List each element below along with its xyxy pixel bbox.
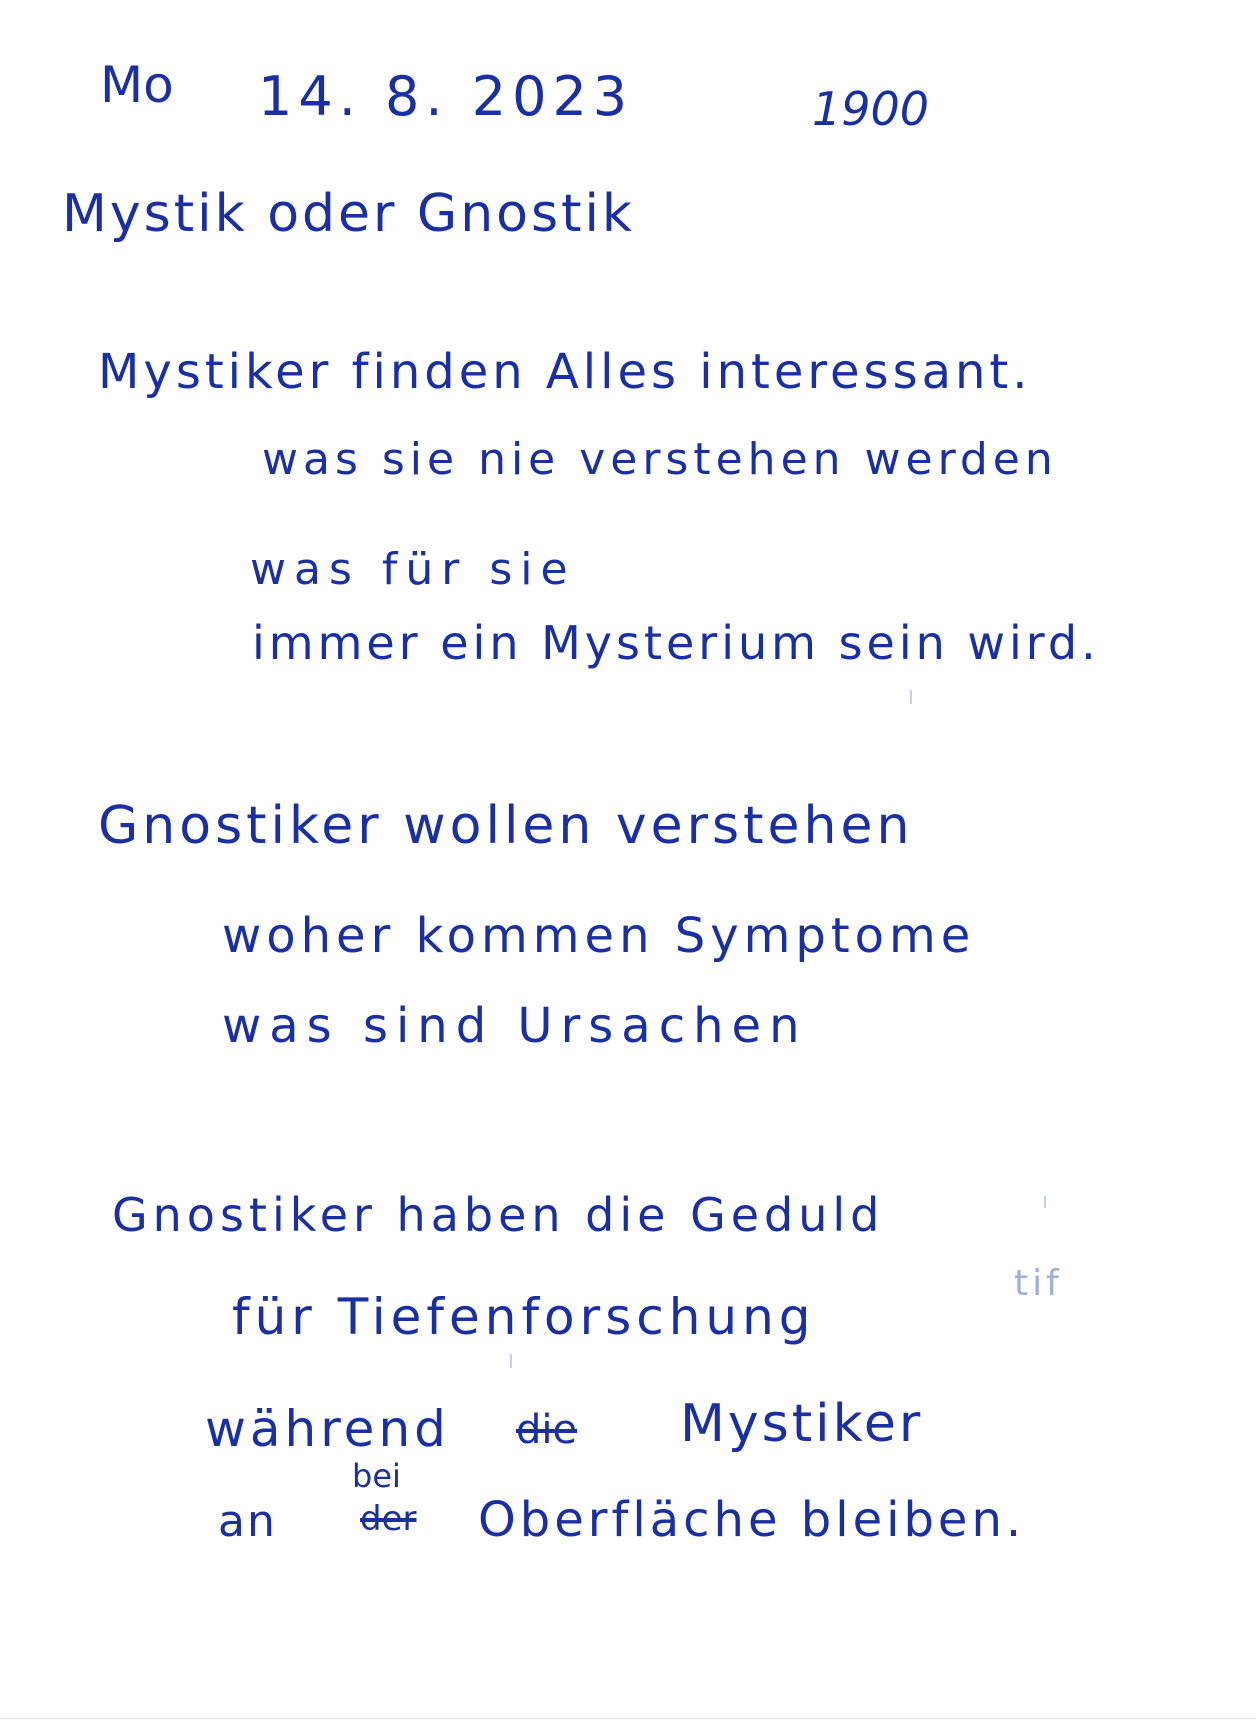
p3-line4-struck: der: [360, 1499, 417, 1539]
p3-line1: Gnostiker haben die Geduld: [112, 1188, 885, 1242]
date: 14. 8. 2023: [258, 65, 634, 128]
p3-line2: für Tiefenforschung: [232, 1288, 816, 1346]
page-title: Mystik oder Gnostik: [62, 184, 636, 244]
p3-line4-start: an: [218, 1496, 277, 1547]
scan-edge-line: [0, 1718, 1256, 1719]
p1-line1: Mystiker finden Alles interessant.: [98, 344, 1032, 400]
p3-line4-insert: bei: [352, 1457, 401, 1495]
margin-faint-note: tif: [1014, 1263, 1063, 1304]
stray-mark-2: [1044, 1196, 1046, 1208]
p1-line3: was für sie: [250, 544, 576, 595]
p1-line4: immer ein Mysterium sein wird.: [252, 616, 1100, 670]
weekday: Mo: [100, 56, 174, 114]
p2-line3: was sind Ursachen: [222, 998, 808, 1054]
p3-line3-end: Mystiker: [680, 1394, 924, 1454]
p3-line3-struck: die: [516, 1407, 578, 1453]
p2-line1: Gnostiker wollen verstehen: [98, 796, 914, 856]
stray-mark-3: [510, 1354, 512, 1368]
p3-line3-start: während: [205, 1400, 450, 1458]
p1-line2: was sie nie verstehen werden: [262, 434, 1058, 485]
p2-line2: woher kommen Symptome: [222, 908, 976, 964]
time: 1900: [812, 82, 930, 136]
p3-line4-end: Oberfläche bleiben.: [478, 1492, 1026, 1548]
stray-mark-1: [910, 690, 912, 704]
